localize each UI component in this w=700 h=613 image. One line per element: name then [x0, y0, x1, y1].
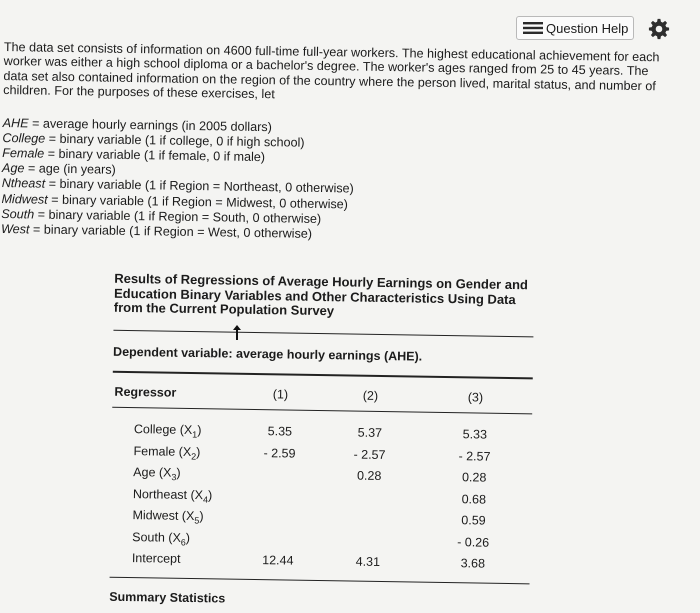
cell-col3: 0.68	[461, 492, 487, 507]
regression-table	[109, 272, 539, 605]
row-subscript: 1	[192, 429, 198, 440]
cell-col2	[339, 512, 399, 513]
cell-col1	[249, 489, 309, 490]
cell-col1: 5.35	[267, 424, 293, 439]
table-body	[110, 422, 537, 579]
row-subscript: 2	[191, 451, 197, 462]
row-subscript: 5	[194, 515, 200, 526]
row-label	[132, 551, 181, 566]
row-name: Intercept	[131, 551, 181, 567]
definition-desc: = binary variable (1 if Region = South, 0 otherwise)	[34, 207, 322, 226]
row-subscript: 3	[171, 472, 177, 483]
cell-col1	[248, 532, 308, 533]
cell-col3: - 0.26	[457, 534, 490, 550]
row-label: College $(X_1)$	[133, 422, 202, 440]
cell-col1: - 2.59	[263, 445, 296, 461]
definition-desc: = average hourly earnings (in 2005 dollars)	[28, 116, 272, 134]
row-name: Female	[133, 443, 176, 459]
question-content	[0, 40, 694, 606]
definition-var: Female	[2, 146, 45, 161]
cell-col2	[339, 490, 399, 491]
definition-desc: = binary variable (1 if female, 0 if male)	[44, 146, 266, 165]
table-divider	[113, 330, 533, 338]
row-name: College	[133, 422, 177, 438]
definition-desc: = age (in years)	[24, 161, 116, 178]
row-label: Midwest $(X_5)$	[132, 508, 204, 526]
table-divider	[113, 371, 533, 379]
question-help-label: Question Help	[546, 21, 629, 36]
col2-header: (2)	[362, 388, 379, 403]
row-label: South $(X_6)$	[132, 529, 191, 548]
row-label: Female $(X_2)$	[133, 443, 201, 462]
variable-definitions	[1, 116, 693, 248]
cell-col2: 5.37	[357, 425, 383, 441]
definition-var: Ntheast	[1, 176, 46, 192]
col3-header: (3)	[467, 390, 484, 405]
dependent-variable: Dependent variable: average hourly earnings (AHE).	[113, 345, 423, 364]
row-name: Northeast	[132, 486, 188, 502]
definition-var: Midwest	[1, 191, 48, 207]
definition-desc: = binary variable (1 if Region = Midwest, 0 otherwise)	[47, 192, 349, 212]
cell-col1	[249, 510, 309, 511]
row-label: Age $(X_3)$	[133, 465, 181, 483]
row-name: Midwest	[132, 508, 179, 524]
cell-col2: 4.31	[355, 554, 381, 570]
question-help-button[interactable]	[516, 16, 634, 40]
definition-var: College	[2, 130, 46, 146]
cell-col3: 3.68	[460, 556, 486, 571]
table-title: Results of Regressions of Average Hourly Earnings on Gender and Education Binary Variables and Other Characteristics Using Data from the Current Population Survey	[113, 270, 529, 319]
cell-col2	[338, 533, 398, 534]
regressor-header: Regressor	[114, 384, 177, 400]
top-toolbar	[0, 0, 700, 46]
cell-col1: 12.44	[262, 553, 294, 568]
cell-col2: 0.28	[356, 468, 382, 484]
cell-col3: - 2.57	[458, 448, 491, 464]
mouse-cursor-icon	[232, 325, 242, 341]
col1-header: (1)	[272, 387, 289, 402]
cell-col3: 5.33	[462, 427, 488, 442]
summary-statistics-heading: Summary Statistics	[109, 590, 226, 606]
row-label: Northeast $(X_4)$	[132, 486, 213, 505]
cell-col1	[249, 467, 309, 468]
row-subscript: 4	[202, 494, 209, 505]
row-name: South	[132, 529, 165, 545]
definition-var: Age	[1, 161, 25, 176]
cell-col3: 0.28	[461, 470, 487, 485]
definition-desc: = binary variable (1 if Region = West, 0 otherwise)	[29, 222, 313, 241]
list-icon	[523, 22, 543, 34]
definition-var: West	[0, 222, 30, 237]
definition-var: AHE	[2, 115, 29, 131]
gear-icon[interactable]	[648, 18, 670, 40]
row-name: Age	[133, 465, 156, 480]
definition-desc: = binary variable (1 if college, 0 if high school)	[45, 131, 305, 150]
definition-var: South	[1, 206, 35, 222]
row-subscript: 6	[180, 537, 186, 548]
intro-paragraph: The data set consists of information on 4600 full-time full-year workers. The highest educational achievement for each worker was either a high school diploma or a bachelor's degree. The worker's ages ranged from 25 to 45 years. The data set also contained information on the region of the country where the person lived, marital status, and number of children. For the purposes of these exercises, let	[3, 40, 660, 102]
cell-col2: - 2.57	[353, 447, 386, 462]
definition-desc: = binary variable (1 if Region = Northeast, 0 otherwise)	[45, 177, 354, 196]
cell-col3: 0.59	[461, 513, 486, 528]
